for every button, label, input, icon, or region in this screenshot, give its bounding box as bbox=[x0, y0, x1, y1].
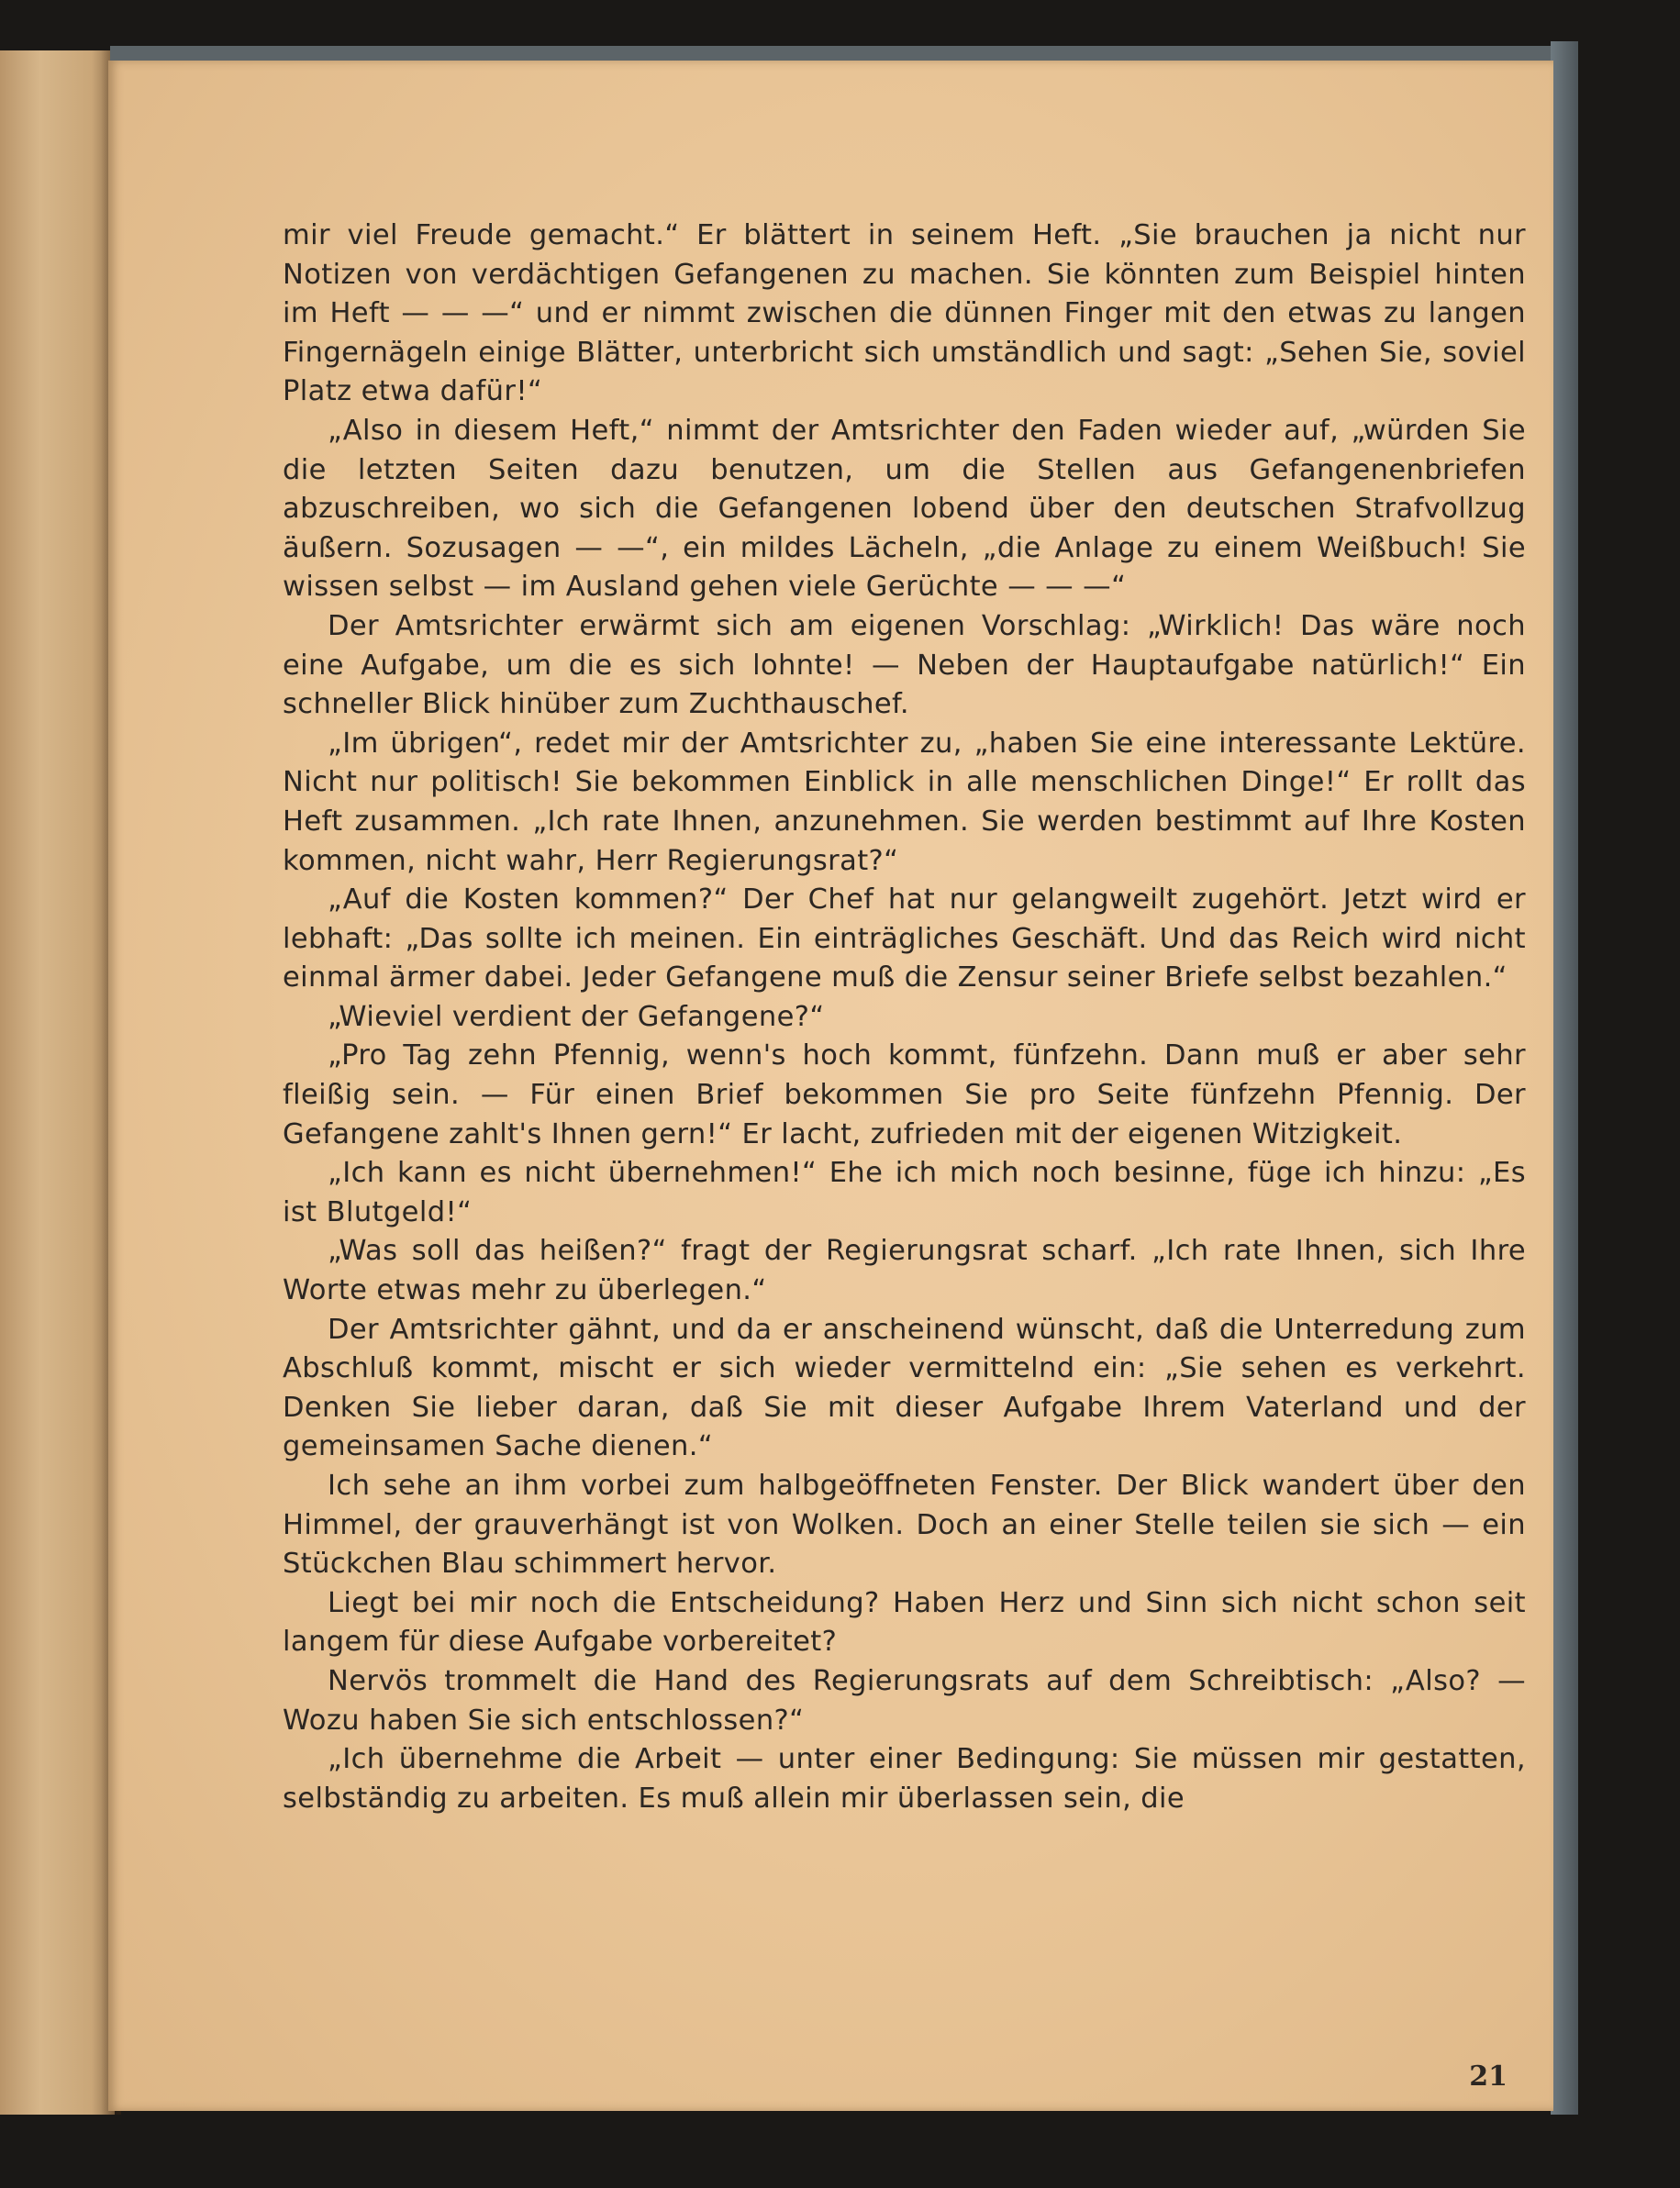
paragraph: Liegt bei mir noch die Entscheidung? Haben Herz und Sinn sich nicht schon seit langem für diese Aufgabe vorbereitet? bbox=[283, 1586, 1526, 1659]
paragraph: „Auf die Kosten kommen?“ Der Chef hat nur gelangweilt zugehört. Jetzt wird er lebhaft: „Das sollte ich meinen. Ein einträgliches Geschäft. Und das Reich wird nicht einmal ärmer dabei. Jeder Gefangene muß die Zensur seiner Briefe selbst bezahlen.“ bbox=[283, 883, 1526, 994]
paragraph: „Im übrigen“, redet mir der Amtsrichter zu, „haben Sie eine interessante Lektüre. Nicht nur politisch! Sie bekommen Einblick in alle menschlichen Dinge!“ Er rollt das Heft zusammen. „Ich rate Ihnen, anzunehmen. Sie werden bestimmt auf Ihre Kosten kommen, nicht wahr, Herr Regierungsrat?“ bbox=[283, 727, 1526, 877]
left-page-edge bbox=[0, 50, 115, 2115]
paragraph: „Wieviel verdient der Gefangene?“ bbox=[328, 1000, 825, 1033]
paragraph: mir viel Freude gemacht.“ Er blättert in seinem Heft. „Sie brauchen ja nicht nur Notizen von verdächtigen Gefangenen zu machen. Sie könnten zum Beispiel hinten im Heft — — —“ und er nimmt zwischen die dünnen Finger mit den etwas zu langen Fingernägeln einige Blätter, unterbricht sich umständlich und sagt: „Sehen Sie, soviel Platz etwa dafür!“ bbox=[283, 219, 1526, 408]
paragraph: Ich sehe an ihm vorbei zum halbgeöffneten Fenster. Der Blick wandert über den Himmel, der grauverhängt ist von Wolken. Doch an einer Stelle teilen sie sich — ein Stückchen Blau schimmert hervor. bbox=[283, 1470, 1526, 1581]
paragraph: „Pro Tag zehn Pfennig, wenn's hoch kommt, fünfzehn. Dann muß er aber sehr fleißig sein. — Für einen Brief bekommen Sie pro Seite fünfzehn Pfennig. Der Gefangene zahlt's Ihnen gern!“ Er lacht, zufrieden mit der eigenen Witzigkeit. bbox=[283, 1039, 1526, 1150]
paragraph: „Ich kann es nicht übernehmen!“ Ehe ich mich noch besinne, füge ich hinzu: „Es ist Blutgeld!“ bbox=[283, 1157, 1526, 1228]
paragraph: „Also in diesem Heft,“ nimmt der Amtsrichter den Faden wieder auf, „würden Sie die letzten Seiten dazu benutzen, um die Stellen aus Gefangenenbriefen abzuschreiben, wo sich die Gefangenen lobend über den deutschen Strafvollzug äußern. Sozusagen — —“, ein mildes Lächeln, „die Anlage zu einem Weißbuch! Sie wissen selbst — im Ausland gehen viele Gerüchte — — —“ bbox=[283, 414, 1526, 604]
paragraph: „Was soll das heißen?“ fragt der Regierungsrat scharf. „Ich rate Ihnen, sich Ihre Worte etwas mehr zu überlegen.“ bbox=[283, 1235, 1526, 1307]
book-page bbox=[108, 61, 1553, 2111]
paragraph: Nervös trommelt die Hand des Regierungsrats auf dem Schreibtisch: „Also? — Wozu haben Sie sich entschlossen?“ bbox=[283, 1664, 1526, 1737]
page-text bbox=[283, 217, 1526, 1818]
page-number: 21 bbox=[1469, 2060, 1508, 2093]
paragraph: Der Amtsrichter erwärmt sich am eigenen Vorschlag: „Wirklich! Das wäre noch eine Aufgabe, um die es sich lohnte! — Neben der Hauptaufgabe natürlich!“ Ein schneller Blick hinüber zum Zuchthauschef. bbox=[283, 609, 1526, 721]
book-cover-right-edge bbox=[1551, 41, 1578, 2115]
paragraph: Der Amtsrichter gähnt, und da er anscheinend wünscht, daß die Unterredung zum Abschluß kommt, mischt er sich wieder vermittelnd ein: „Sie sehen es verkehrt. Denken Sie lieber daran, daß Sie mit dieser Aufgabe Ihrem Vaterland und der gemeinsamen Sache dienen.“ bbox=[283, 1313, 1526, 1463]
paragraph: „Ich übernehme die Arbeit — unter einer Bedingung: Sie müssen mir gestatten, selbständig zu arbeiten. Es muß allein mir überlassen sein, die bbox=[283, 1743, 1526, 1815]
